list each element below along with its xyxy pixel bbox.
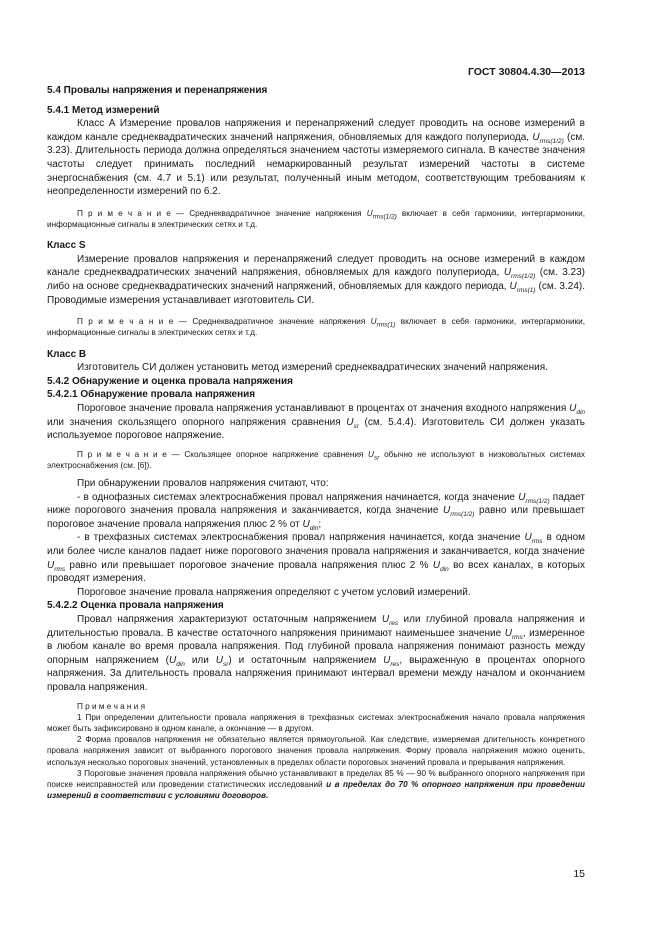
document-header: ГОСТ 30804.4.30—2013 bbox=[467, 66, 585, 78]
class-a-paragraph: Класс А Измерение провалов напряжения и перенапряжений следует проводить на основе измерений в каждом канале среднеквадратических значений напряжения, обновляемых для каждого полупериода, $U_{rms(1/2)}$ (см. 3.23). Длительность периода должна определяться значением частоты измеряемого сигнала. В качестве значения частоты следует принимать последний немаркированный результат измерений частоты в системе энергоснабжения (см. 4.7 и 5.1) или результат, полученный иным методом, соответствующим требованиям к неопределенности измерений по 6.2. bbox=[47, 118, 585, 198]
detection-intro: При обнаружении провалов напряжения считают, что: bbox=[77, 478, 329, 490]
note-3: 3 Пороговые значения провала напряжения обычно устанавливают в пределах 85 % — 90 % выбранного опорного напряжения при поиске неисправностей или проведении статистических исследований и в пределах до 70 % опорного напряжения при проведении измерений в соответствии с условиями договоров. bbox=[47, 768, 586, 801]
notes-title: П р и м е ч а н и я bbox=[77, 701, 146, 711]
evaluation-paragraph: Провал напряжения характеризуют остаточным напряжением $U_{res}$ или глубиной провала напряжения и длительностью провала. В качестве остаточного напряжения принимают наименьшее значение $U_{rms}$, измеренное в любом канале во время провала напряжения. Под глубиной провала напряжения понимают разность между опорным напряжением ($U_{din}$ или $U_{sr}$) и остаточным напряжением $U_{res}$, выраженную в процентах опорного напряжения. За длительность провала напряжения принимают интервал времени между началом и окончанием провала напряжения. bbox=[47, 614, 586, 693]
document-body bbox=[47, 84, 585, 801]
section-5-4-2-1-title: 5.4.2.1 Обнаружение провала напряжения bbox=[47, 389, 256, 401]
note-3-emphasis: и в пределах до 70 % опорного напряжения при проведении измерений в соответствии с условиями договоров. bbox=[47, 780, 586, 801]
note-class-a: П р и м е ч а н и е — Среднеквадратичное значение напряжения $U_{rms(1/2)}$ включает в себя гармоники, интергармоники, информационные сигналы в электрических сетях и т.д. bbox=[47, 208, 585, 229]
note-1: 1 При определении длительности провала напряжения в трехфазных системах электроснабжения начало провала напряжения может быть зафиксировано в одном канале, а окончание — в другом. bbox=[47, 712, 585, 733]
section-5-4-2-title: 5.4.2 Обнаружение и оценка провала напряжения bbox=[47, 375, 293, 387]
threshold-conditions: Пороговое значение провала напряжения определяют с учетом условий измерений. bbox=[77, 586, 471, 598]
section-5-4-1-title: 5.4.1 Метод измерений bbox=[47, 104, 160, 116]
bullet-single-phase: - в однофазных системах электроснабжения провал напряжения начинается, когда значение $U_{rms(1/2)}$ падает ниже порогового значения провала напряжения и заканчивается, когда значение $U_{rms(1/2)}$ равно или превышает пороговое значение провала напряжения плюс 2 % от $U_{din}$; bbox=[47, 491, 586, 532]
class-s-paragraph: Измерение провалов напряжения и перенапряжений следует проводить на основе измерений в каждом канале среднеквадратических значений напряжения, обновляемых для каждого полупериода, $U_{rms(1/2)}$ (см. 3.23) либо на основе среднеквадратических значений напряжений, обновляемых для каждого периода, $U_{rms(1)}$ (см. 3.24). Проводимые измерения устанавливает изготовитель СИ. bbox=[47, 253, 586, 306]
class-s-title: Класс S bbox=[47, 240, 86, 252]
section-5-4-2-2-title: 5.4.2.2 Оценка провала напряжения bbox=[47, 600, 224, 612]
section-5-4-title: 5.4 Провалы напряжения и перенапряжения bbox=[47, 85, 268, 96]
page-number: 15 bbox=[573, 868, 585, 880]
note-2: 2 Форма провалов напряжения не обязательно является прямоугольной. Как следствие, измеряемая длительность конкретного провала напряжения зависит от выбранного порогового значения провала напряжения. Форму провала напряжения можно оценить, используя несколько пороговых значений, установленных в пределах области пороговых значений провала и прерывания напряжения. bbox=[47, 735, 585, 767]
class-b-title: Класс В bbox=[47, 348, 87, 360]
class-b-paragraph: Изготовитель СИ должен установить метод измерений среднеквадратических значений напряжения. bbox=[77, 362, 548, 374]
note-sliding-reference: П р и м е ч а н и е — Скользящее опорное напряжение сравнения $U_{sr}$ обычно не используют в низковольтных системах электроснабжения (см. [6]). bbox=[47, 449, 585, 470]
var-u-rms-half: $U_{rms(1/2)}$ bbox=[532, 131, 564, 145]
threshold-paragraph: Пороговое значение провала напряжения устанавливают в процентах от значения входного напряжения $U_{din}$ или значения скользящего опорного напряжения сравнения $U_{sr}$ (см. 5.4.4). Изготовитель СИ должен указать используемое пороговое напряжение. bbox=[47, 402, 586, 442]
note-class-s: П р и м е ч а н и е — Среднеквадратичное значение напряжения $U_{rms(1)}$ включает в себя гармоники, интергармоники, информационные сигналы в электрических сетях и т.д. bbox=[47, 317, 585, 338]
bullet-three-phase: - в трехфазных системах электроснабжения провал напряжения начинается, когда значение $U_{rms}$ в одном или более числе каналов падает ниже порогового значения провала напряжения и заканчивается, когда значение $U_{rms}$ равно или превышает пороговое значение провала напряжения плюс 2 % $U_{din}$ во всех каналах, в которых проводят измерения. bbox=[47, 532, 585, 585]
